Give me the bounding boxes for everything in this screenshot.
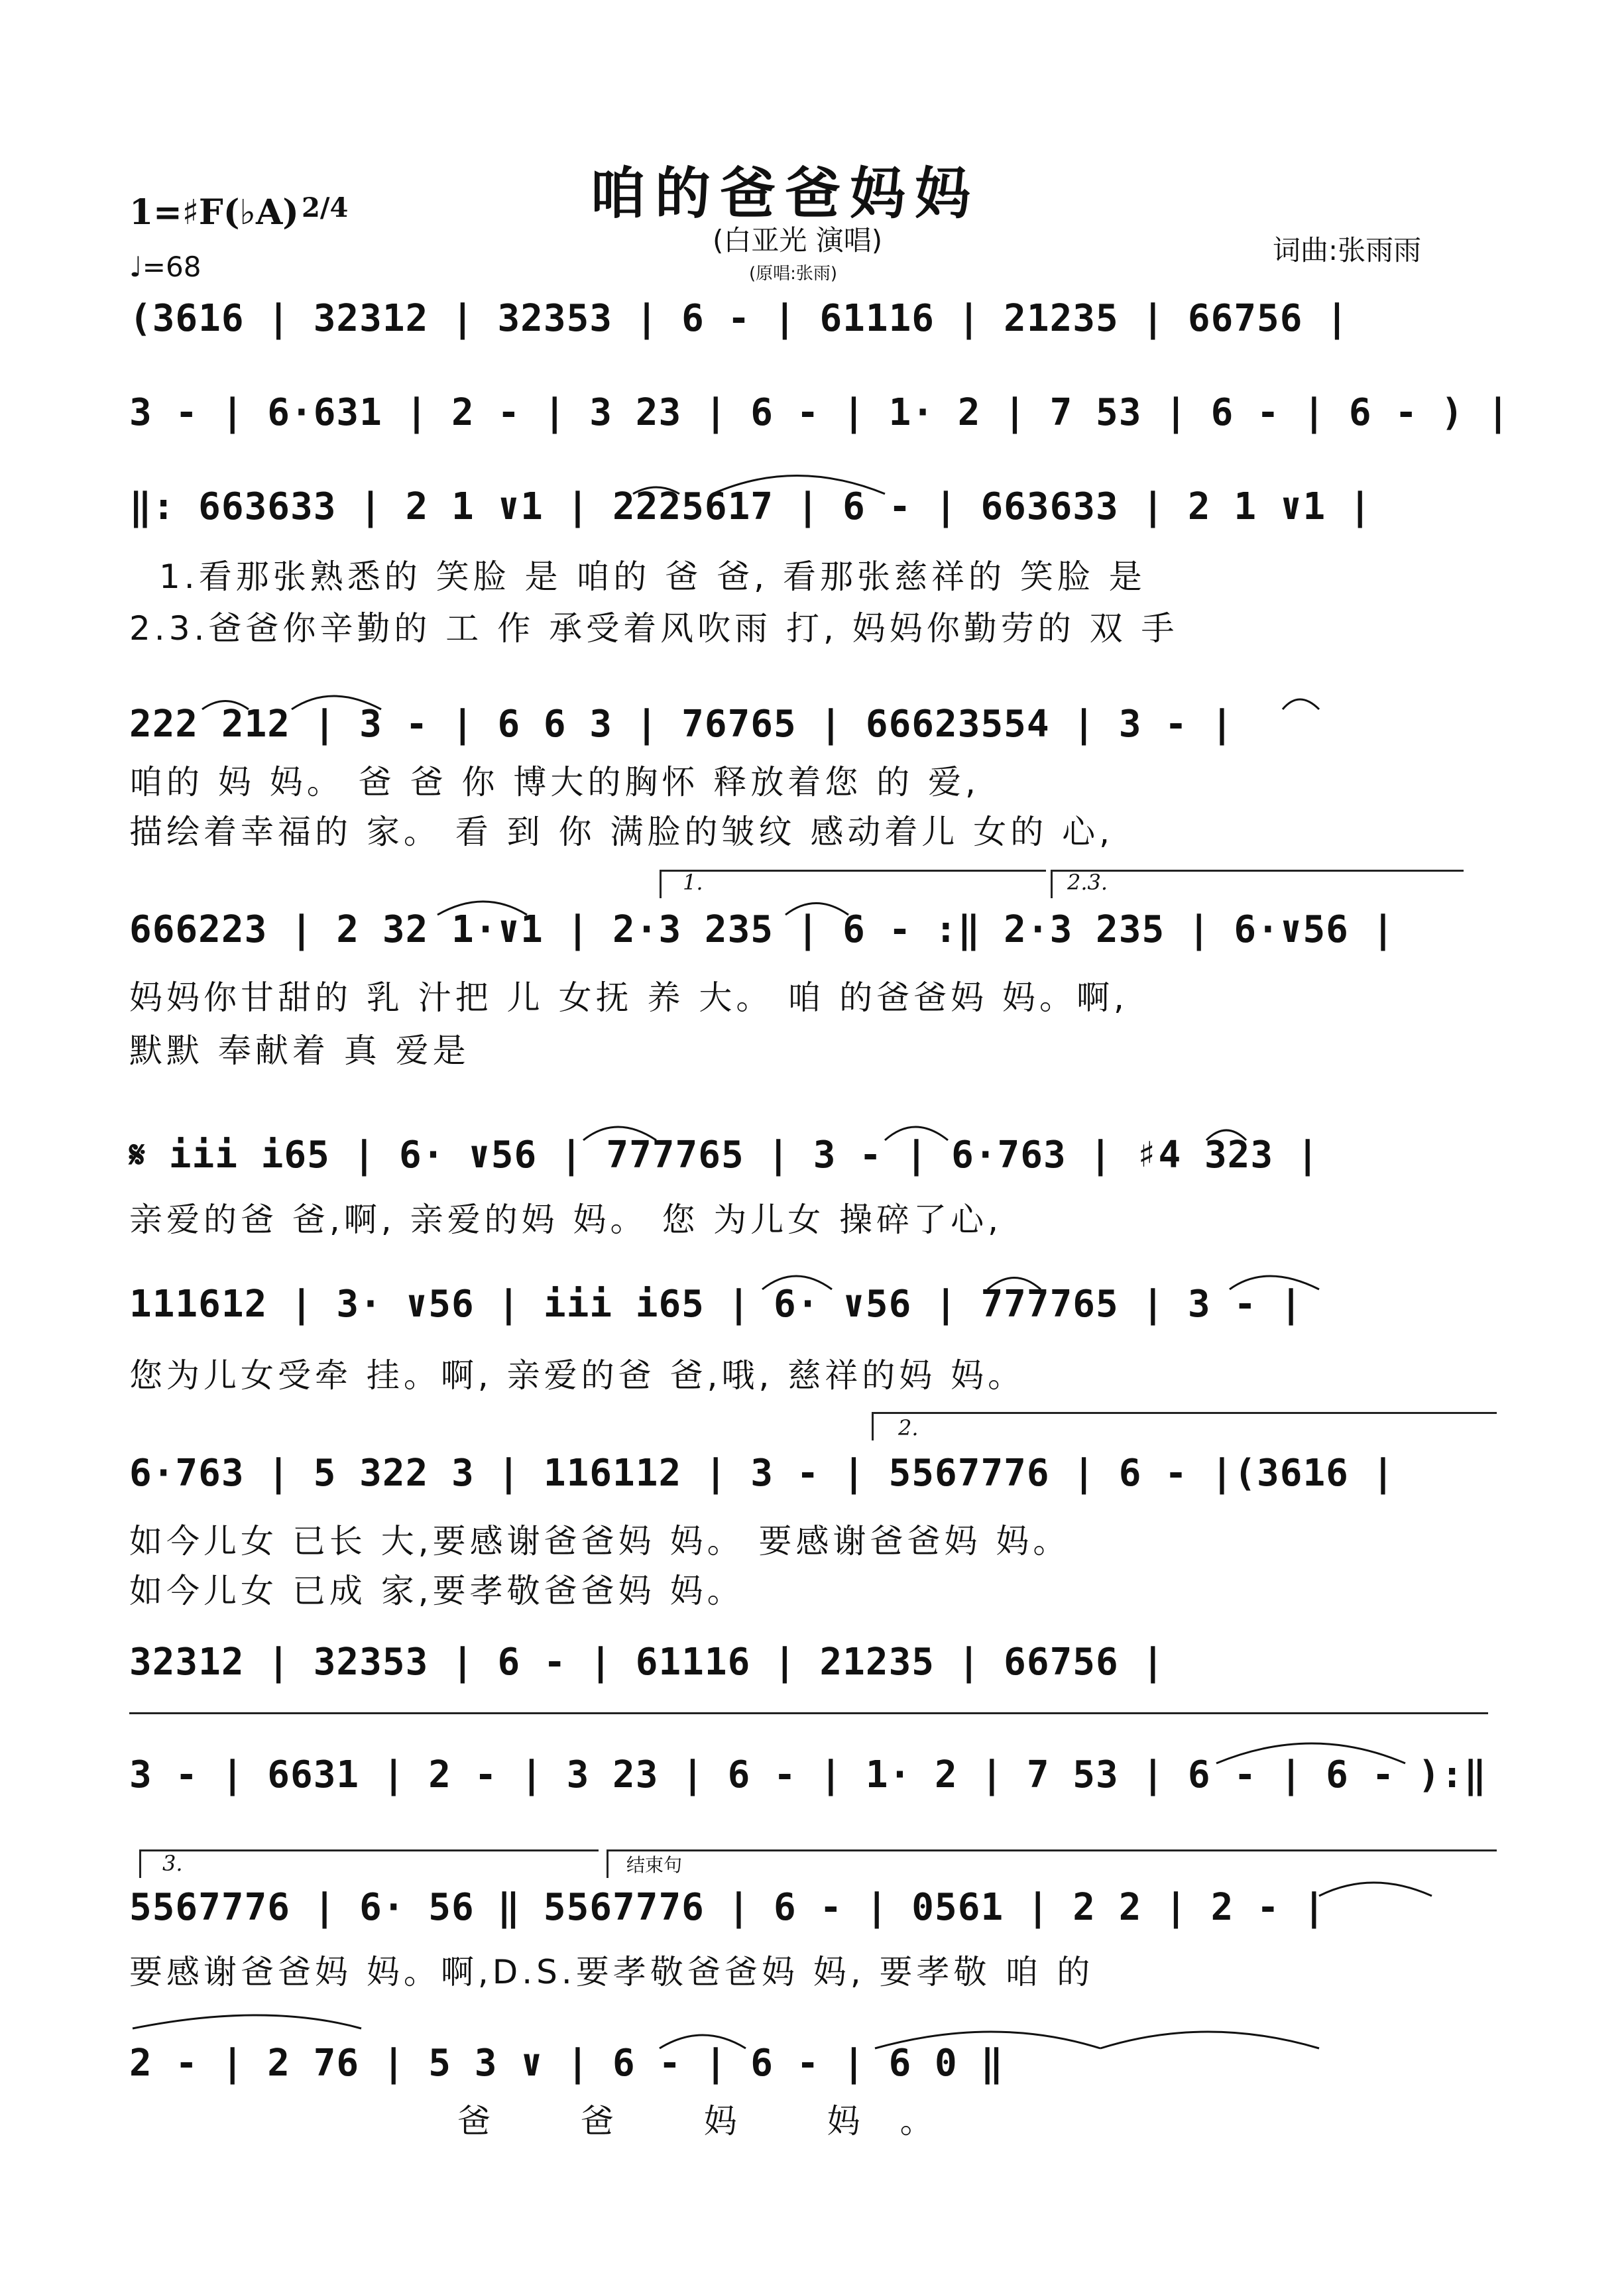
- lyricist-composer: 词曲:张雨雨: [1273, 234, 1422, 266]
- slur: [583, 1127, 656, 1140]
- volta-2-label: 2.: [898, 1415, 919, 1440]
- slur: [202, 701, 249, 710]
- score-system-9: 32312 | 32353 | 6 - | 61116 | 21235 | 66756 |: [129, 1641, 1165, 1684]
- slur: [875, 2032, 1100, 2048]
- slur: [785, 904, 848, 915]
- score-system-4: 222 212 | 3 - | 6 6 3 | 76765 | 66623554 | 3 - |: [129, 703, 1234, 746]
- lyrics-4b: 描绘着幸福的 家。 看 到 你 满脸的皱纹 感动着儿 女的 心,: [129, 813, 1114, 851]
- lyrics-5b: 默默 奉献着 真 爱是: [129, 1031, 470, 1070]
- slur: [1216, 1743, 1405, 1763]
- score-system-1: (3616 | 32312 | 32353 | 6 - | 61116 | 21235 | 66756 |: [129, 297, 1349, 340]
- ending-label: 结束句: [626, 1854, 683, 1876]
- score-system-11: 5567776 | 6· 56 ‖ 5567776 | 6 - | 0561 | 2 2 | 2 - |: [129, 1886, 1326, 1929]
- volta-1-label: 1.: [683, 870, 703, 895]
- score-system-2: 3 - | 6·631 | 2 - | 3 23 | 6 - | 1· 2 | 7 53 | 6 - | 6 - ) |: [129, 391, 1510, 434]
- key-signature: 1=♯F(♭A): [129, 192, 299, 233]
- lyrics-4a: 咱的 妈 妈。 爸 爸 你 博大的胸怀 释放着您 的 爱,: [129, 763, 980, 801]
- slur: [133, 2015, 361, 2028]
- slur: [713, 476, 885, 495]
- lyrics-8b: 如今儿女 已成 家,要孝敬爸爸妈 妈。: [129, 1572, 744, 1610]
- slur: [633, 487, 679, 494]
- score-system-12: 2 - | 2 76 | 5 3 ∨ | 6 - | 6 - | 6 0 ‖: [129, 2042, 1004, 2085]
- lyrics-12: 爸 爸 妈 妈。: [457, 2102, 973, 2140]
- slur: [292, 696, 381, 709]
- lyrics-6: 亲爱的爸 爸,啊, 亲爱的妈 妈。 您 为儿女 操碎了心,: [129, 1200, 1003, 1239]
- corner-watermark: [1541, 2260, 1601, 2274]
- slur: [1100, 2032, 1319, 2048]
- score-system-6: 𝄋 iii i65 | 6· ∨56 | 777765 | 3 - | 6·763 | ♯4 323 |: [129, 1134, 1320, 1177]
- slur: [1206, 1130, 1246, 1140]
- lyrics-11: 要感谢爸爸妈 妈。啊,D.S.要孝敬爸爸妈 妈, 要孝敬 咱 的: [129, 1953, 1094, 1991]
- lyrics-7: 您为儿女受牵 挂。啊, 亲爱的爸 爸,哦, 慈祥的妈 妈。: [129, 1356, 1025, 1395]
- score-system-7: 111612 | 3· ∨56 | iii i65 | 6· ∨56 | 777765 | 3 - |: [129, 1283, 1303, 1326]
- volta-3-label: 3.: [162, 1851, 183, 1876]
- slur: [1319, 1883, 1432, 1896]
- slur: [885, 1127, 948, 1140]
- original-singer: (原唱:张雨): [749, 264, 838, 284]
- song-title: 咱的爸爸妈妈: [590, 160, 980, 226]
- time-signature: 2/4: [302, 192, 349, 223]
- slur: [437, 902, 527, 915]
- singer-credit: (白亚光 演唱): [713, 224, 883, 257]
- slur: [988, 1278, 1041, 1290]
- score-system-8: 6·763 | 5 322 3 | 116112 | 3 - | 5567776 | 6 - |(3616 |: [129, 1452, 1395, 1495]
- score-system-5: 666223 | 2 32 1·∨1 | 2·3 235 | 6 - :‖ 2·3 235 | 6·∨56 |: [129, 908, 1395, 951]
- tempo-marking: ♩=68: [129, 251, 202, 283]
- lyrics-8a: 如今儿女 已长 大,要感谢爸爸妈 妈。 要感谢爸爸妈 妈。: [129, 1522, 1071, 1560]
- lyrics-5a: 妈妈你甘甜的 乳 汁把 儿 女抚 养 大。 咱 的爸爸妈 妈。啊,: [129, 978, 1128, 1017]
- score-system-10: 3 - | 6631 | 2 - | 3 23 | 6 - | 1· 2 | 7 53 | 6 - | 6 - ):‖: [129, 1753, 1487, 1796]
- slur: [762, 1276, 832, 1289]
- lyrics-3b: 2.3.爸爸你辛勤的 工 作 承受着风吹雨 打, 妈妈你勤劳的 双 手: [129, 609, 1179, 648]
- lyrics-3a: 1.看那张熟悉的 笑脸 是 咱的 爸 爸, 看那张慈祥的 笑脸 是: [159, 557, 1146, 596]
- slur: [660, 2035, 746, 2048]
- slur: [1230, 1276, 1319, 1289]
- volta-2-3-label: 2.3.: [1067, 870, 1108, 895]
- slur: [1283, 699, 1319, 709]
- score-system-3: ‖: 663633 | 2 1 ∨1 | 2225617 | 6 - | 663633 | 2 1 ∨1 |: [129, 485, 1372, 528]
